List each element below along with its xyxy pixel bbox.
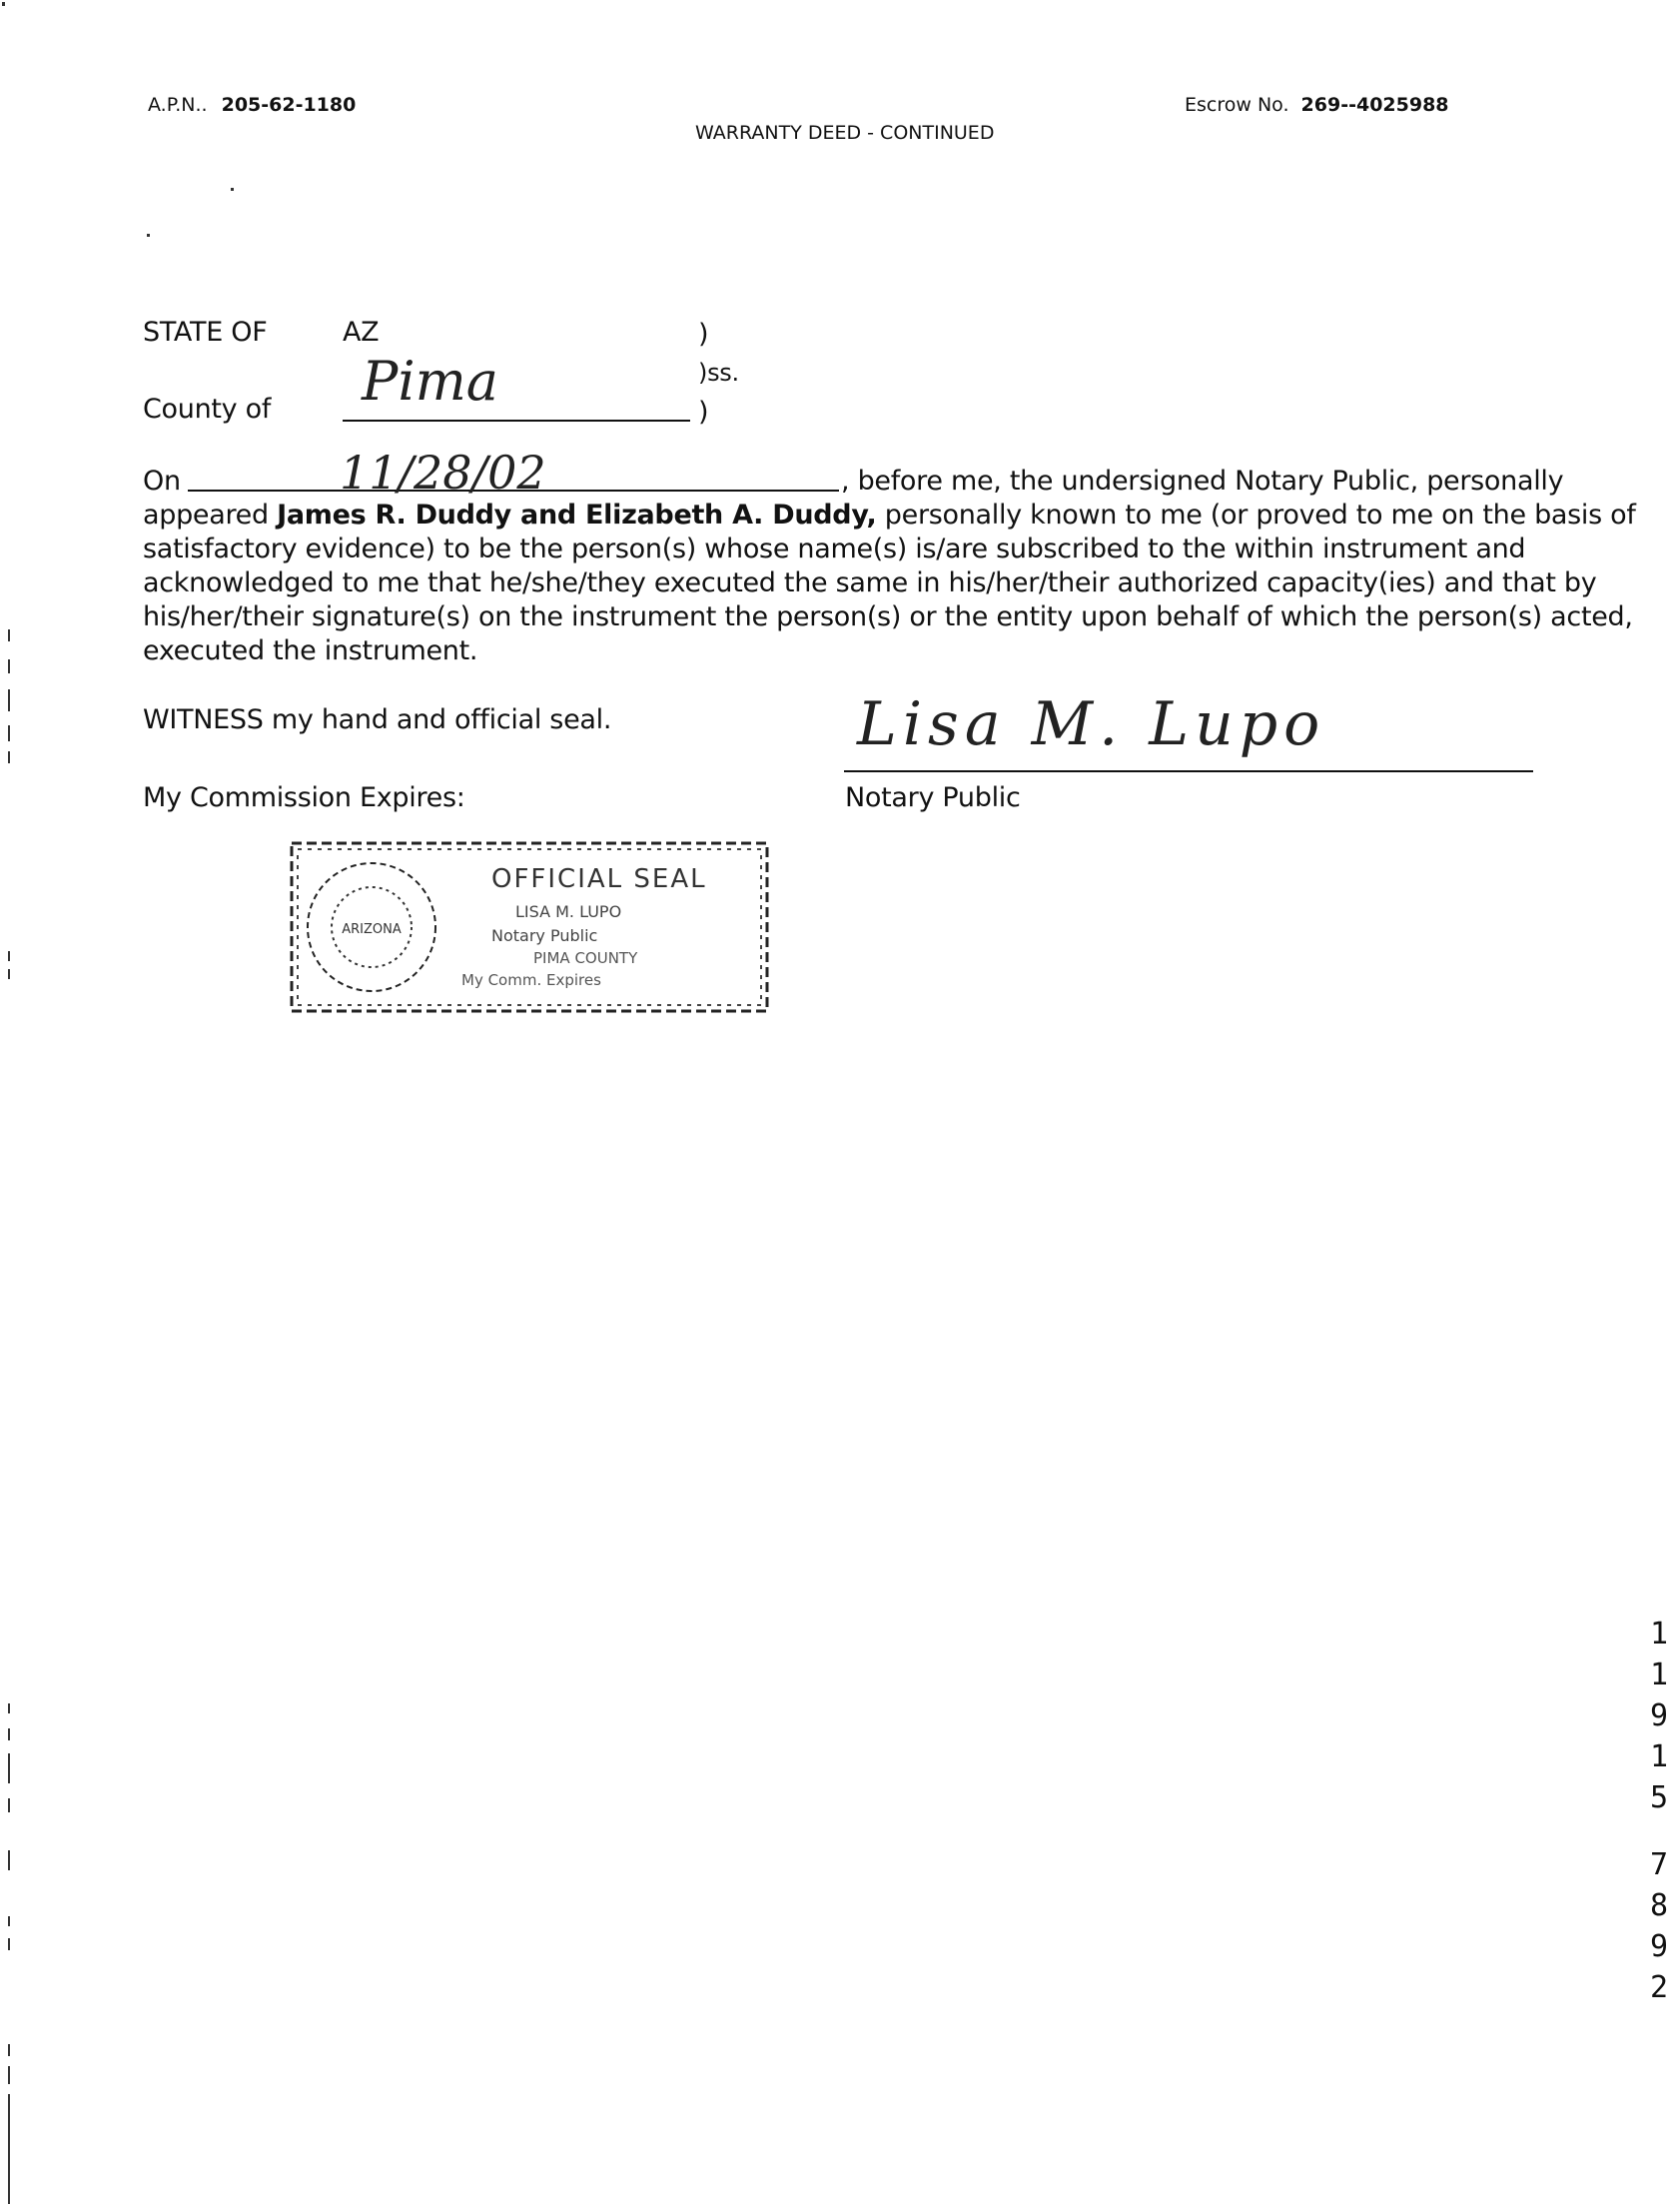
escrow-value: 269--4025988: [1300, 94, 1449, 116]
rec-digit: 1: [1649, 1657, 1669, 1692]
notary-seal: [286, 835, 775, 1021]
margin-mark: [8, 969, 10, 979]
margin-mark: [8, 1798, 10, 1812]
rec-digit: 5: [1649, 1780, 1669, 1815]
ack-line-4: acknowledged to me that he/she/they executed the same in his/her/their authorized capacity(ies) and that by: [143, 567, 1597, 598]
margin-mark: [8, 725, 10, 741]
margin-mark: [8, 1703, 10, 1713]
notary-label: Notary Public: [845, 782, 1021, 813]
rec-gap: [1648, 1818, 1670, 1844]
speck: [231, 188, 234, 191]
on-label: On: [143, 466, 181, 497]
document-title: WARRANTY DEED - CONTINUED: [695, 122, 995, 144]
date-handwritten: 11/28/02: [340, 446, 546, 500]
rec-digit: 9: [1649, 1929, 1669, 1964]
ack-line-6: executed the instrument.: [143, 635, 478, 666]
ack-line-1-rest: , before me, the undersigned Notary Public, personally: [841, 466, 1564, 497]
apn-label: A.P.N..: [148, 94, 208, 116]
ack-line-2-rest: personally known to me (or proved to me on the basis of: [884, 500, 1636, 531]
margin-mark: [8, 1938, 10, 1950]
margin-mark: [8, 629, 10, 641]
margin-mark: [8, 1850, 10, 1870]
margin-mark: [8, 1728, 10, 1740]
paren-bottom: ): [698, 397, 709, 428]
ss-mark: )ss.: [698, 359, 739, 387]
state-value: AZ: [343, 317, 380, 348]
ack-line-3: satisfactory evidence) to be the person(s) whose name(s) is/are subscribed to the within instrument and: [143, 534, 1526, 564]
ack-line-2: [143, 499, 1636, 533]
witness-text: WITNESS my hand and official seal.: [143, 704, 612, 735]
seal-line-3: Notary Public: [491, 926, 598, 945]
speck: [2, 2, 5, 6]
speck: [147, 234, 150, 237]
margin-mark: [8, 2094, 10, 2204]
escrow-number: [1185, 94, 1449, 116]
rec-digit: 1: [1649, 1739, 1669, 1774]
escrow-label: Escrow No.: [1185, 94, 1289, 116]
margin-mark: [8, 2066, 10, 2084]
rec-digit: 8: [1649, 1888, 1669, 1923]
county-handwritten: Pima: [362, 350, 499, 413]
ack-line-5: his/her/their signature(s) on the instrument the person(s) or the entity upon behalf of which the person(s) acted,: [143, 601, 1633, 632]
margin-mark: [8, 1753, 10, 1783]
margin-mark: [8, 689, 10, 711]
rec-digit: 7: [1649, 1847, 1669, 1882]
county-label: County of: [143, 394, 272, 425]
margin-mark: [8, 951, 10, 961]
margin-mark: [8, 659, 10, 673]
margin-mark: [8, 1916, 10, 1926]
state-label: STATE OF: [143, 317, 268, 348]
rec-digit: 2: [1649, 1970, 1669, 2005]
grantor-names: James R. Duddy and Elizabeth A. Duddy,: [277, 500, 877, 531]
apn-value: 205-62-1180: [221, 94, 357, 116]
appeared-word: appeared: [143, 500, 269, 531]
seal-graphic: [286, 835, 775, 1021]
seal-line-2: LISA M. LUPO: [515, 902, 622, 921]
recording-number: [1648, 1614, 1670, 2008]
margin-mark: [8, 2044, 10, 2056]
rec-digit: 9: [1649, 1698, 1669, 1733]
signature-line: [844, 770, 1533, 772]
paren-top: ): [698, 319, 709, 350]
rec-digit: 1: [1649, 1617, 1669, 1652]
county-line: [343, 420, 690, 422]
notary-signature: Lisa M. Lupo: [857, 689, 1326, 759]
apn: [148, 94, 356, 116]
seal-circle-text: ARIZONA: [342, 922, 402, 937]
seal-line-1: OFFICIAL SEAL: [491, 864, 707, 894]
seal-line-5: My Comm. Expires: [461, 971, 601, 989]
margin-mark: [8, 751, 10, 763]
commission-label: My Commission Expires:: [143, 782, 465, 813]
seal-line-4: PIMA COUNTY: [533, 949, 638, 967]
